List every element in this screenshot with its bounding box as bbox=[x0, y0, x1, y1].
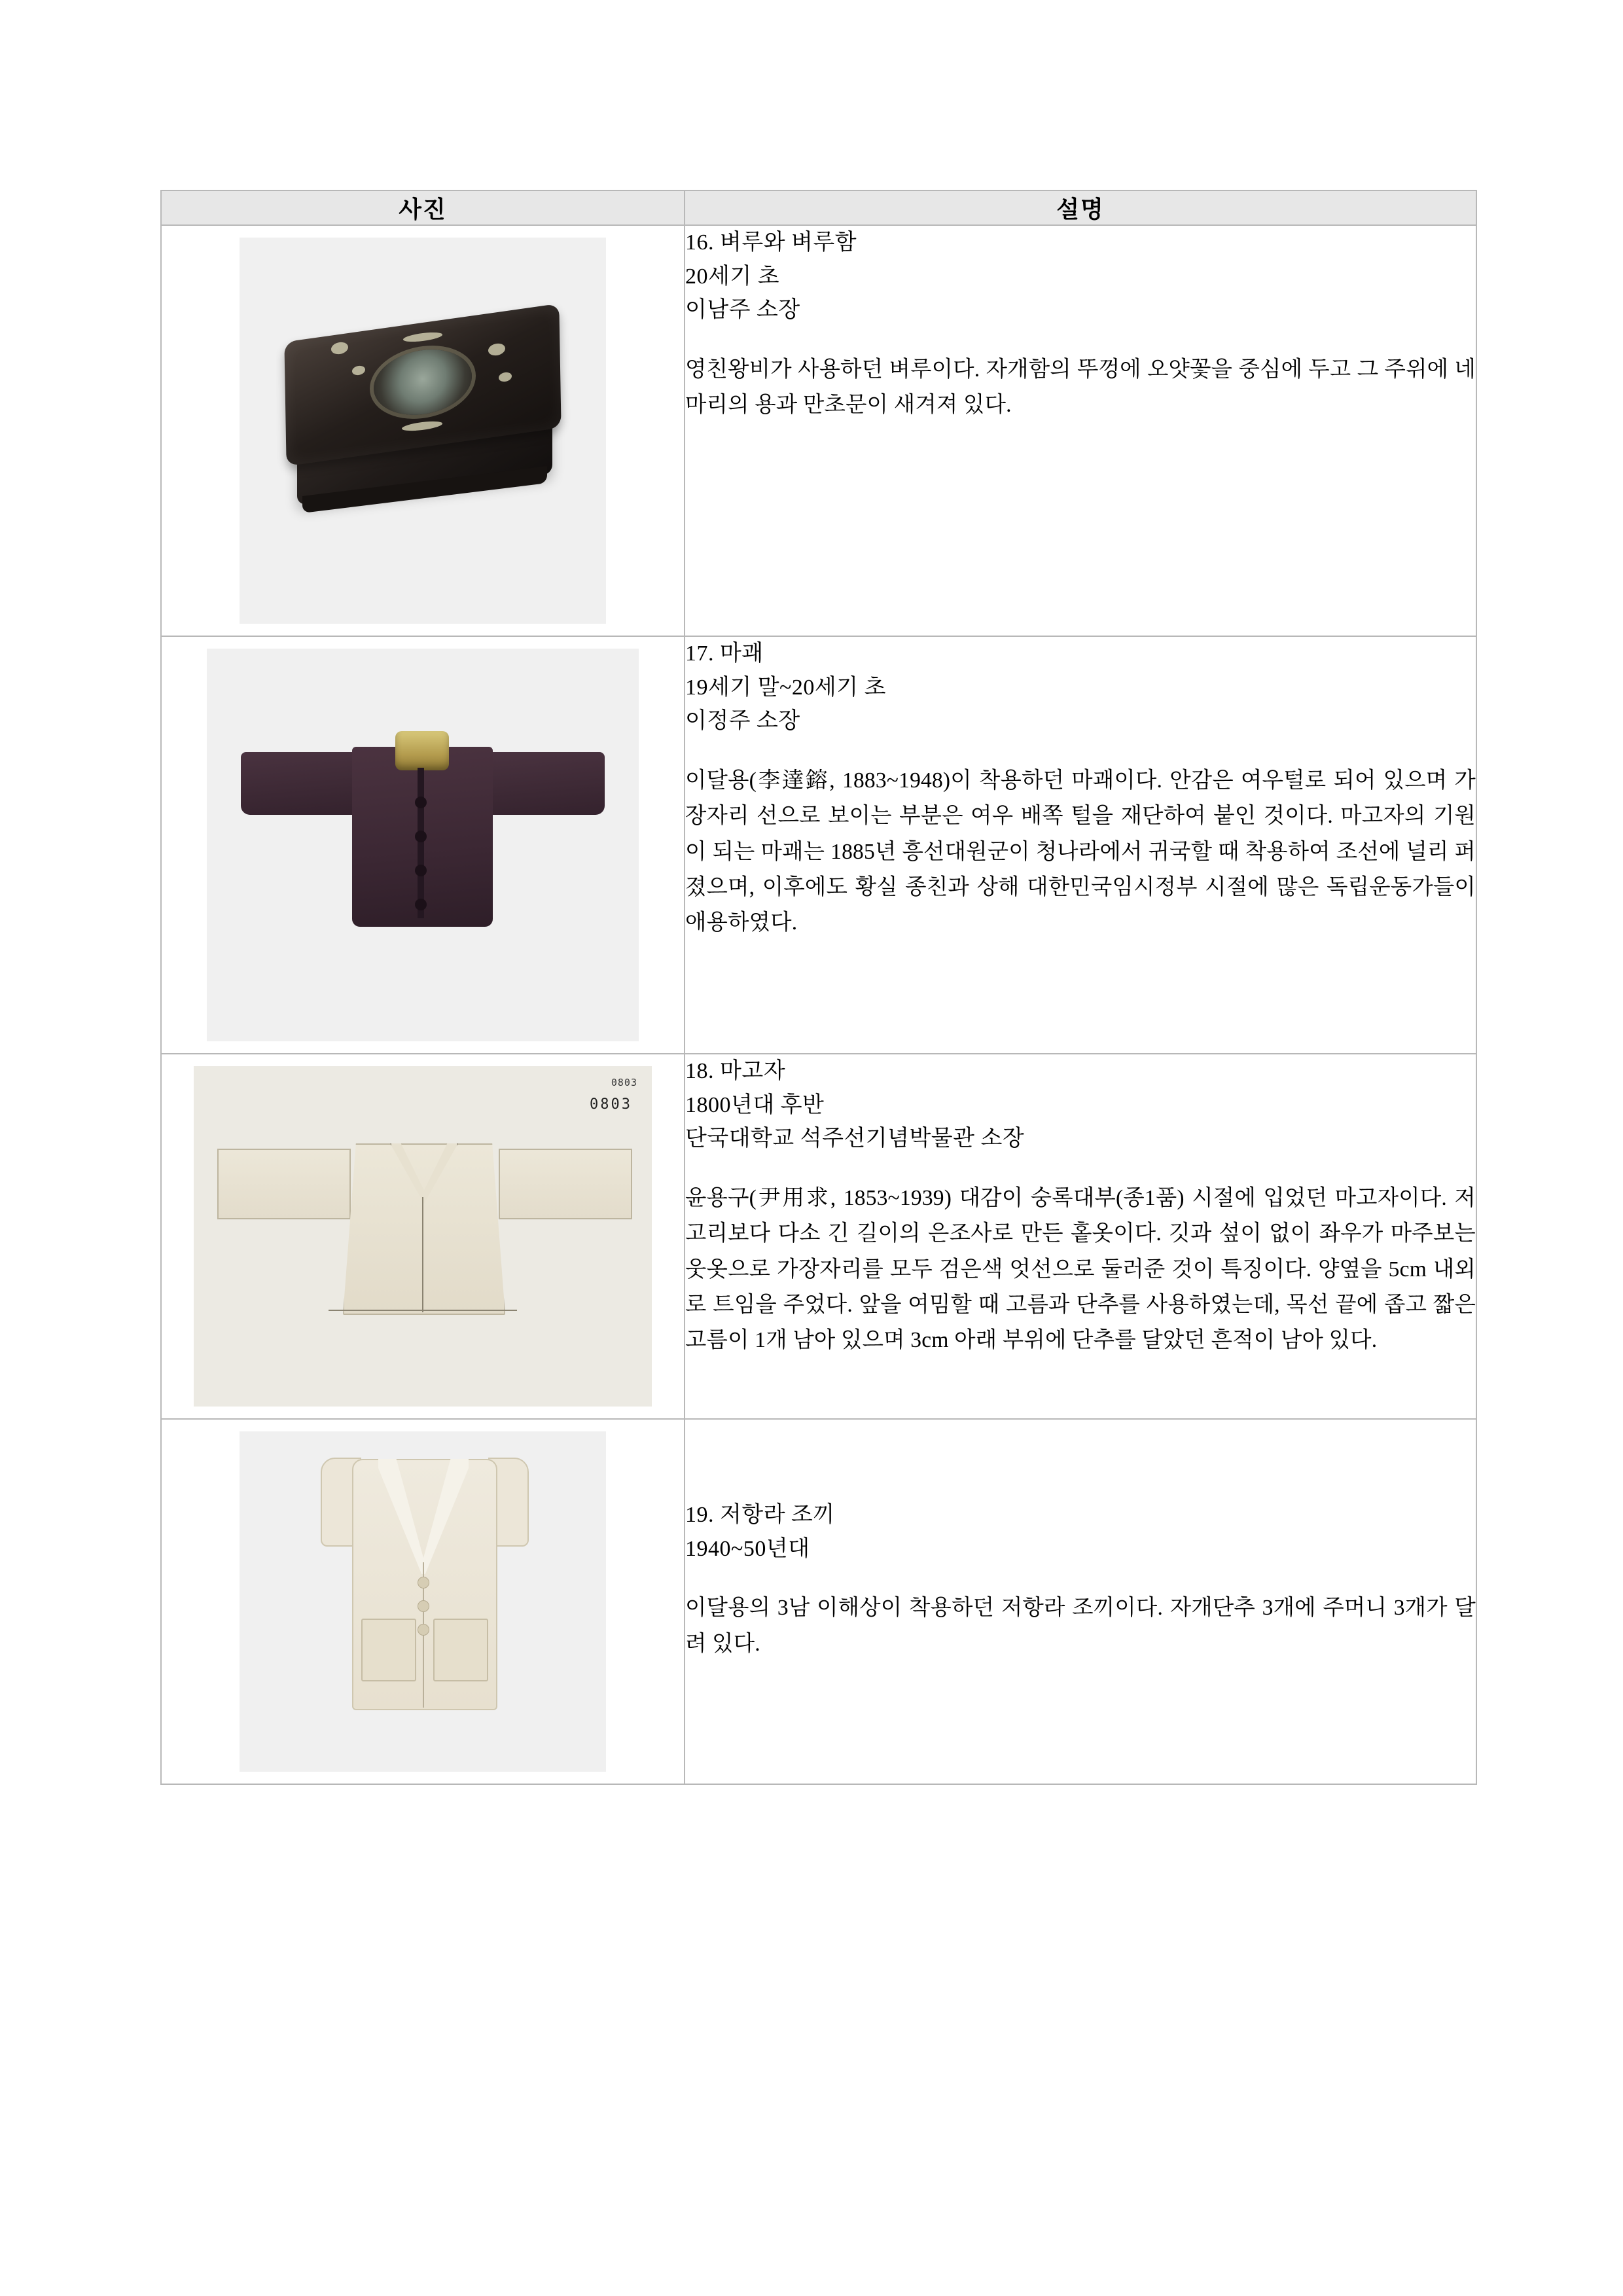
object-description: 이달용(李達鎔, 1883~1948)이 착용하던 마괘이다. 안감은 여우털로 되어 있으며 가장자리 선으로 보이는 부분은 여우 배쪽 털을 재단하여 붙인 것이다. 마고자의 기원이 되는 마괘는 1885년 흥선대원군이 청나라에서 귀국할 때 착용하여 조선에 널리 퍼졌으며, 이후에도 황실 종친과 상해 대한민국임시정부 시절에 많은 독립운동가들이 애용하였다. bbox=[685, 768, 1476, 935]
object-description: 이달용의 3남 이해상이 착용하던 저항라 조끼이다. 자개단추 3개에 주머니 3개가 달려 있다. bbox=[685, 1596, 1476, 1656]
description-cell bbox=[685, 636, 1476, 1054]
object-date: 19세기 말~20세기 초 bbox=[685, 675, 886, 700]
description-cell bbox=[685, 1054, 1476, 1419]
object-title: 18. 마고자 bbox=[685, 1059, 786, 1083]
artifact-table bbox=[160, 190, 1477, 1785]
photo-label-small: 0803 bbox=[611, 1077, 637, 1088]
object-description: 윤용구(尹用求, 1853~1939) 대감이 숭록대부(종1품) 시절에 입었던 마고자이다. 저고리보다 다소 긴 길이의 은조사로 만든 홑옷이다. 깃과 섶이 없이 좌우가 마주보는 웃옷으로 가장자리를 모두 검은색 엇선으로 둘러준 것이 특징이다. 양옆을 5cm 내외로 트임을 주었다. 앞을 여밈할 때 고름과 단추를 사용하였는데, 목선 끝에 좁고 짧은 고름이 1개 남아 있으며 3cm 아래 부위에 단추를 달았던 흔적이 남아 있다. bbox=[685, 1186, 1476, 1353]
inkstone-and-case-photo bbox=[240, 238, 606, 624]
jeohangra-vest-photo bbox=[240, 1431, 606, 1772]
magwae-jacket-photo bbox=[207, 649, 639, 1041]
description-cell bbox=[685, 225, 1476, 636]
column-header-photo: 사진 bbox=[161, 190, 685, 225]
column-header-description: 설명 bbox=[685, 190, 1476, 225]
object-description: 영친왕비가 사용하던 벼루이다. 자개함의 뚜껑에 오얏꽃을 중심에 두고 그 주위에 네 마리의 용과 만초문이 새겨져 있다. bbox=[685, 357, 1476, 418]
object-date: 1940~50년대 bbox=[685, 1536, 810, 1561]
photo-cell bbox=[161, 636, 685, 1054]
object-owner: 이남주 소장 bbox=[685, 298, 800, 323]
object-title: 17. 마괘 bbox=[685, 641, 764, 666]
object-owner: 단국대학교 석주선기념박물관 소장 bbox=[685, 1126, 1025, 1151]
photo-wrap bbox=[162, 637, 684, 1053]
object-title: 16. 벼루와 벼루함 bbox=[685, 230, 857, 255]
object-date: 1800년대 후반 bbox=[685, 1092, 825, 1117]
table-row bbox=[161, 636, 1476, 1054]
photo-wrap bbox=[162, 1420, 684, 1784]
photo-cell bbox=[161, 1054, 685, 1419]
photo-wrap bbox=[162, 1054, 684, 1418]
photo-cell bbox=[161, 1419, 685, 1784]
photo-cell bbox=[161, 225, 685, 636]
table-row bbox=[161, 1054, 1476, 1419]
object-title: 19. 저항라 조끼 bbox=[685, 1503, 835, 1527]
table-header-row bbox=[161, 190, 1476, 225]
description-cell bbox=[685, 1419, 1476, 1784]
table-row bbox=[161, 1419, 1476, 1784]
photo-wrap bbox=[162, 226, 684, 636]
object-owner: 이정주 소장 bbox=[685, 709, 800, 734]
object-date: 20세기 초 bbox=[685, 264, 780, 289]
magoja-coat-photo bbox=[194, 1066, 652, 1407]
table-row bbox=[161, 225, 1476, 636]
photo-label-large: 0803 bbox=[590, 1096, 632, 1113]
